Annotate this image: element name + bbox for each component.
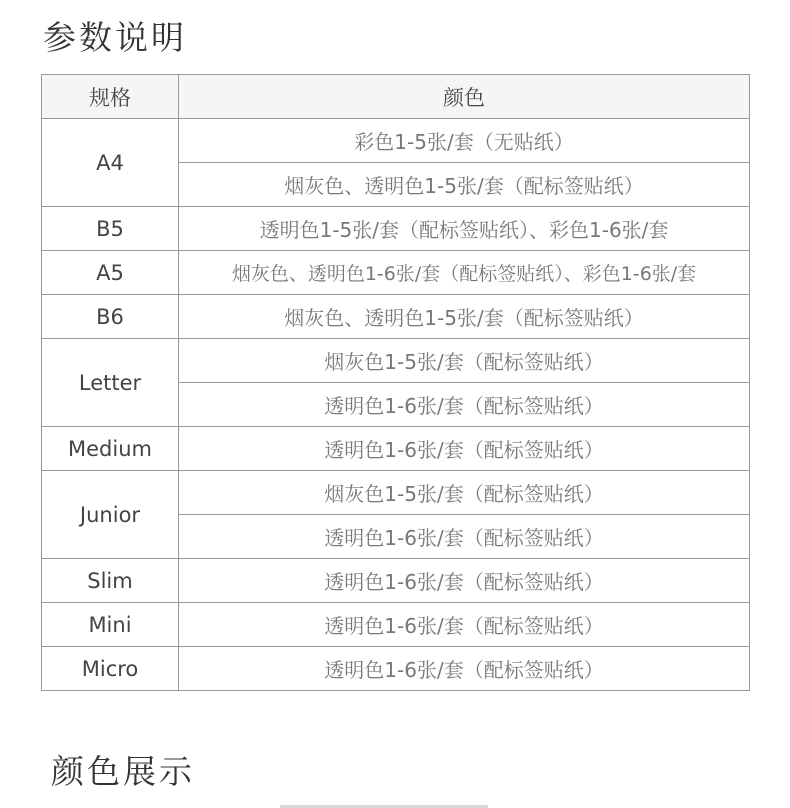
spec-cell: Micro: [42, 647, 179, 691]
color-cell: 彩色1-5张/套（无贴纸）: [179, 119, 750, 163]
header-color: 颜色: [179, 75, 750, 119]
color-cell: 烟灰色、透明色1-5张/套（配标签贴纸）: [179, 295, 750, 339]
table-row: [42, 207, 750, 251]
spec-cell: Mini: [42, 603, 179, 647]
color-cell: 透明色1-5张/套（配标签贴纸）、彩色1-6张/套: [179, 207, 750, 251]
table-row: [42, 427, 750, 471]
color-cell: 透明色1-6张/套（配标签贴纸）: [179, 647, 750, 691]
color-cell: 烟灰色、透明色1-6张/套（配标签贴纸）、彩色1-6张/套: [179, 251, 750, 295]
table-row: [42, 295, 750, 339]
table-row: [42, 559, 750, 603]
header-spec: 规格: [42, 75, 179, 119]
table-row: [42, 471, 750, 515]
spec-cell: A5: [42, 251, 179, 295]
spec-cell: B6: [42, 295, 179, 339]
spec-cell: A4: [42, 119, 179, 207]
table-row: [42, 339, 750, 383]
spec-cell: Letter: [42, 339, 179, 427]
table-row: [42, 119, 750, 163]
color-cell: 透明色1-6张/套（配标签贴纸）: [179, 515, 750, 559]
spec-cell: Junior: [42, 471, 179, 559]
color-cell: 烟灰色1-5张/套（配标签贴纸）: [179, 339, 750, 383]
color-cell: 烟灰色、透明色1-5张/套（配标签贴纸）: [179, 163, 750, 207]
table-row: [42, 647, 750, 691]
colors-section-title: 颜色展示: [51, 752, 195, 791]
spec-cell: Medium: [42, 427, 179, 471]
table-header-row: [42, 75, 750, 119]
color-cell: 透明色1-6张/套（配标签贴纸）: [179, 559, 750, 603]
params-section-title: 参数说明: [43, 18, 187, 57]
color-cell: 透明色1-6张/套（配标签贴纸）: [179, 603, 750, 647]
spec-table: [41, 74, 750, 691]
spec-cell: Slim: [42, 559, 179, 603]
spec-cell: B5: [42, 207, 179, 251]
table-row: [42, 603, 750, 647]
table-row: [42, 251, 750, 295]
color-cell: 透明色1-6张/套（配标签贴纸）: [179, 427, 750, 471]
color-cell: 透明色1-6张/套（配标签贴纸）: [179, 383, 750, 427]
color-cell: 烟灰色1-5张/套（配标签贴纸）: [179, 471, 750, 515]
